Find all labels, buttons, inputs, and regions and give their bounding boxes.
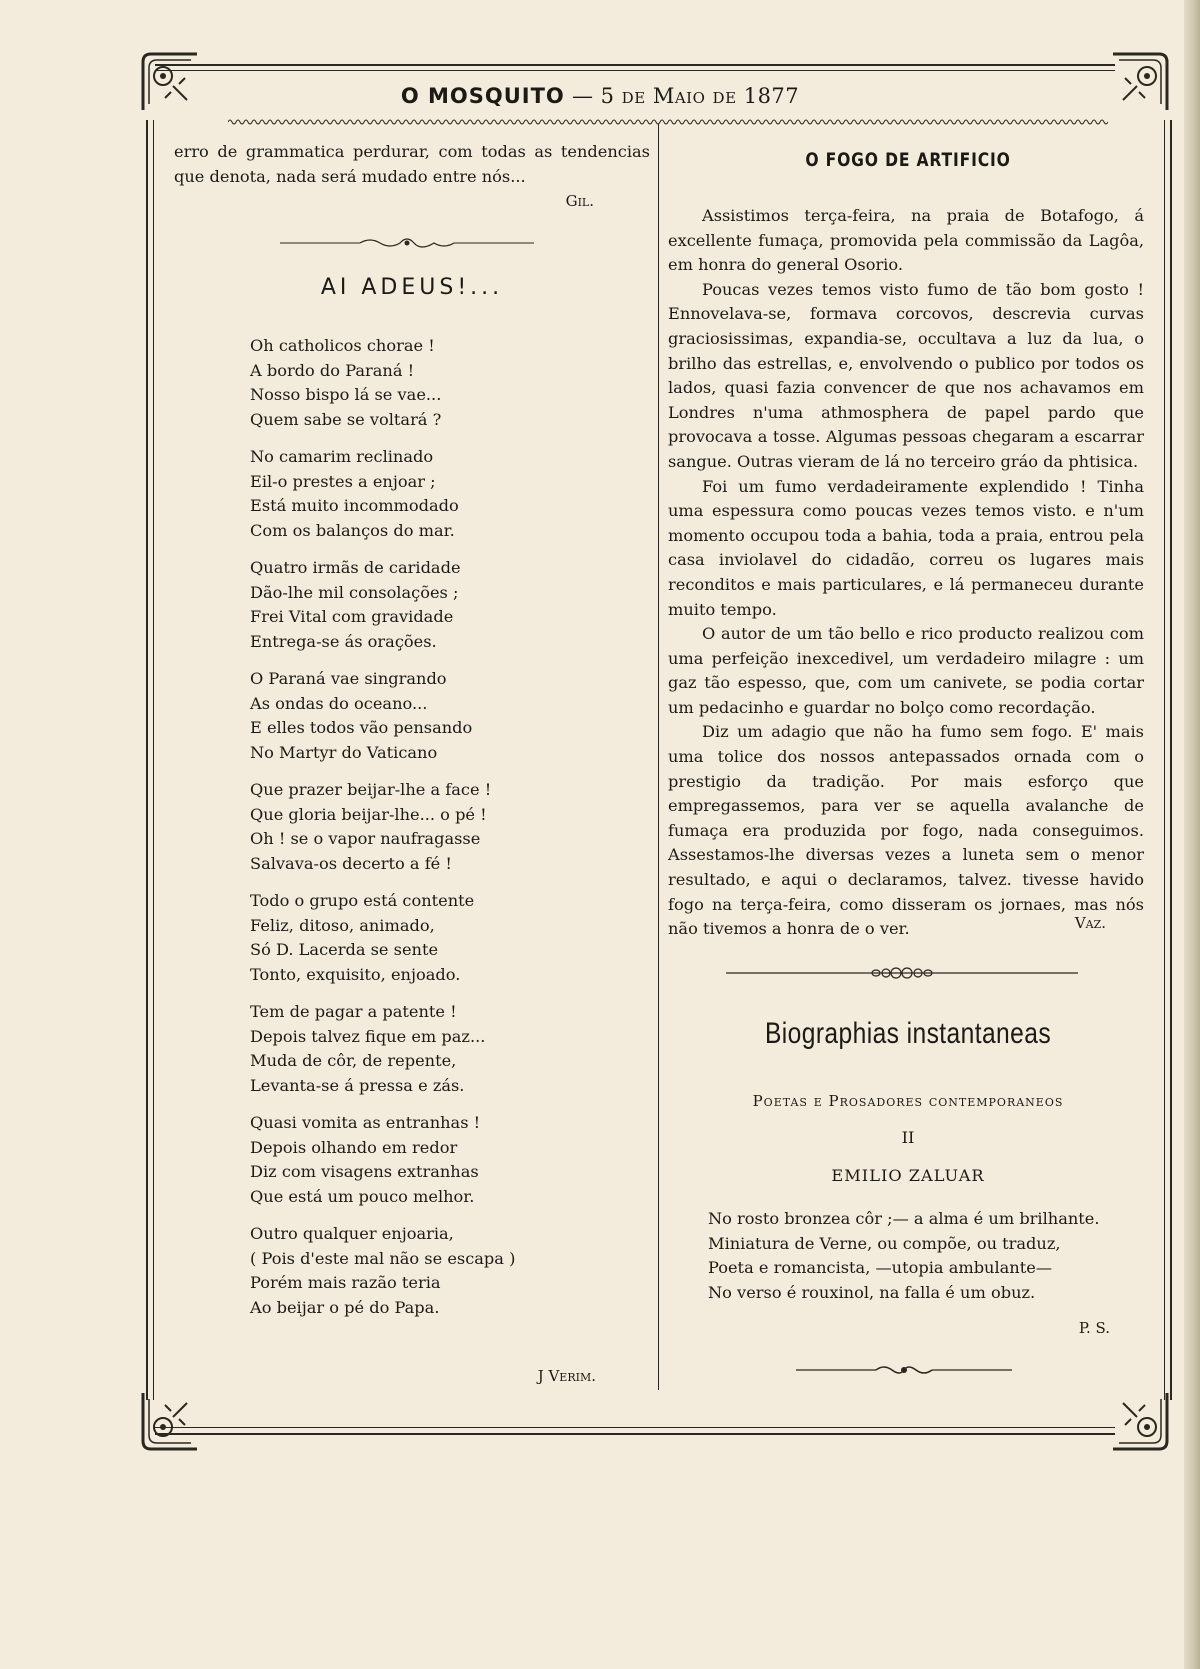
page-header xyxy=(0,84,1200,108)
poem-line: Porém mais razão teria xyxy=(250,1273,441,1292)
poem-line: Frei Vital com gravidade xyxy=(250,607,454,626)
bio-signature: P. S. xyxy=(1078,1319,1110,1337)
verse-line: Miniatura de Verne, ou compõe, ou traduz, xyxy=(708,1233,1061,1253)
poem-line: As ondas do oceano... xyxy=(250,693,428,713)
article-paragraph: Assistimos terça-feira, na praia de Botafogo, á excellente fumaça, promovida pela commissão da Lagôa, em honra do general Osorio. xyxy=(668,206,1144,275)
poem-line: A bordo do Paraná ! xyxy=(250,360,415,380)
poem-line: Salvava-os decerto a fé ! xyxy=(250,853,452,873)
issue-date: 5 de Maio de 1877 xyxy=(600,84,800,108)
left-column-continuation xyxy=(174,140,650,189)
poem-stanza xyxy=(250,1222,650,1320)
poem-line: Ao beijar o pé do Papa. xyxy=(250,1297,440,1317)
book-spine-shadow xyxy=(1184,0,1200,1669)
poem-line: Oh ! se o vapor naufragasse xyxy=(250,829,481,848)
masthead: O MOSQUITO xyxy=(400,84,565,108)
poem-line: No Martyr do Vaticano xyxy=(250,742,438,762)
article-paragraph: O autor de um tão bello e rico producto realizou com uma perfeição inexcedivel, um verdadeiro milagre : um gaz tão espesso, que, com um canivete, se podia cortar um pedacinho e guardar no bolço como recordação. xyxy=(668,624,1144,717)
ornament-divider-right-2 xyxy=(796,1364,1012,1376)
frame-left-outer xyxy=(146,120,148,1400)
article-body xyxy=(668,204,1144,942)
bio-title: Biographias instantaneas xyxy=(764,1017,1052,1050)
poem-line: Tem de pagar a patente ! xyxy=(250,1002,457,1021)
verse-line: Poeta e romancista, —utopia ambulante— xyxy=(708,1258,1053,1278)
poem-title: AI ADEUS!... xyxy=(320,275,504,300)
frame-right-outer xyxy=(1170,120,1172,1400)
article-paragraph: Diz um adagio que não ha fumo sem fogo. E' mais uma tolice dos nossos antepassados ornada com o prestigio da tradição. Por mais esforço que empregassemos, para ver se aquella avalanche de fumaça era produzida por fogo, nada conseguimos. Assestamos-lhe diversas vezes a luneta sem o menor resultado, e aqui o declaramos, talvez. tivesse havido fogo na terça-feira, como disseram os jornaes, mas nós não tivemos a honra de o ver. xyxy=(668,722,1144,939)
poem-body xyxy=(250,334,650,1333)
poem-stanza xyxy=(250,1000,650,1098)
poem-line: Está muito incommodado xyxy=(250,496,459,515)
frame-top-inner xyxy=(155,70,1115,71)
poem-line: Entrega-se ás orações. xyxy=(250,631,437,651)
poem-line: Diz com visagens extranhas xyxy=(250,1162,479,1181)
poem-stanza xyxy=(250,445,650,543)
poem-line: Quasi vomita as entranhas ! xyxy=(250,1113,481,1132)
poem-line: Feliz, ditoso, animado, xyxy=(250,915,435,935)
bio-name: EMILIO ZALUAR xyxy=(831,1166,985,1185)
poem-line: Tonto, exquisito, enjoado. xyxy=(250,964,461,984)
header-wavy-rule xyxy=(228,118,1108,126)
poem-stanza xyxy=(250,778,650,876)
frame-bottom-outer xyxy=(155,1433,1115,1435)
poem-signature: J Verim. xyxy=(537,1367,596,1385)
poem-line: Quatro irmãs de caridade xyxy=(250,558,461,577)
article-paragraph: Poucas vezes temos visto fumo de tão bom gosto ! Ennovelava-se, formava corcovos, descrevia curvas graciosissimas, expandia-se, occultava a luz da lua, o brilho das estrellas, e, envolvendo o publico por todos os lados, quasi fazia convencer de que nos achavamos em Londres n'uma athmosphera de papel pardo que provocava a tosse. Algumas pessoas chegaram a escarrar sangue. Outras vieram de lá no terceiro gráo da phtisica. xyxy=(668,279,1144,471)
corner-ornament-bottom-left xyxy=(135,1385,205,1455)
poem-stanza xyxy=(250,889,650,987)
continuation-text: erro de grammatica perdurar, com todas as tendencias que denota, nada será mudado entre nós... xyxy=(174,142,650,186)
poem-line: Com os balanços do mar. xyxy=(250,520,455,540)
column-divider xyxy=(658,124,659,1390)
poem-line: Que está um pouco melhor. xyxy=(250,1186,475,1206)
corner-ornament-bottom-right xyxy=(1105,1385,1175,1455)
poem-line: ( Pois d'este mal não se escapa ) xyxy=(250,1248,516,1268)
poem-line: Muda de côr, de repente, xyxy=(250,1051,457,1070)
frame-left-inner xyxy=(153,120,154,1400)
ornament-divider-left xyxy=(280,236,534,250)
bio-number: II xyxy=(901,1128,915,1147)
poem-line: Nosso bispo lá se vae... xyxy=(250,385,442,404)
frame-bottom-inner xyxy=(155,1427,1115,1428)
poem-line: Depois olhando em redor xyxy=(250,1137,458,1157)
poem-line: Oh catholicos chorae ! xyxy=(250,336,435,355)
bio-verse xyxy=(708,1207,1128,1305)
poem-line: Que gloria beijar-lhe... o pé ! xyxy=(250,804,487,824)
verse-line: No verso é rouxinol, na falla é um obuz. xyxy=(708,1282,1036,1302)
poem-line: Que prazer beijar-lhe a face ! xyxy=(250,780,492,799)
poem-stanza xyxy=(250,334,650,432)
poem-stanza xyxy=(250,667,650,765)
poem-line: Dão-lhe mil consolações ; xyxy=(250,582,459,602)
poem-line: Depois talvez fique em paz... xyxy=(250,1026,486,1046)
frame-right-inner xyxy=(1164,120,1165,1400)
verse-line: No rosto bronzea côr ;— a alma é um brilhante. xyxy=(708,1209,1100,1228)
header-dash: — xyxy=(571,84,594,108)
article-paragraph: Foi um fumo verdadeiramente explendido ! Tinha uma espessura como poucas vezes temos visto. e n'um momento occupou toda a bahia, toda a praia, entrou pela casa inviolavel do cidadão, correu os lugares mais reconditos e mais particulares, e lá permaneceu durante muito tempo. xyxy=(668,476,1144,619)
poem-line: O Paraná vae singrando xyxy=(250,669,447,688)
article-signature: Vaz. xyxy=(1074,914,1106,932)
poem-line: Levanta-se á pressa e zás. xyxy=(250,1075,465,1095)
continuation-signature: Gil. xyxy=(565,192,594,210)
poem-line: Só D. Lacerda se sente xyxy=(250,940,439,959)
poem-line: Outro qualquer enjoaria, xyxy=(250,1224,454,1243)
article-title: O FOGO DE ARTIFICIO xyxy=(805,149,1011,171)
poem-line: Eil-o prestes a enjoar ; xyxy=(250,471,436,491)
frame-top-outer xyxy=(155,64,1115,66)
poem-line: Todo o grupo está contente xyxy=(250,891,475,910)
poem-line: E elles todos vão pensando xyxy=(250,718,473,737)
poem-line: No camarim reclinado xyxy=(250,447,434,466)
poem-stanza xyxy=(250,1111,650,1209)
ornament-divider-right-1 xyxy=(726,967,1078,979)
poem-stanza xyxy=(250,556,650,654)
bio-subtitle: Poetas e Prosadores contemporaneos xyxy=(752,1092,1064,1110)
poem-line: Quem sabe se voltará ? xyxy=(250,409,442,429)
